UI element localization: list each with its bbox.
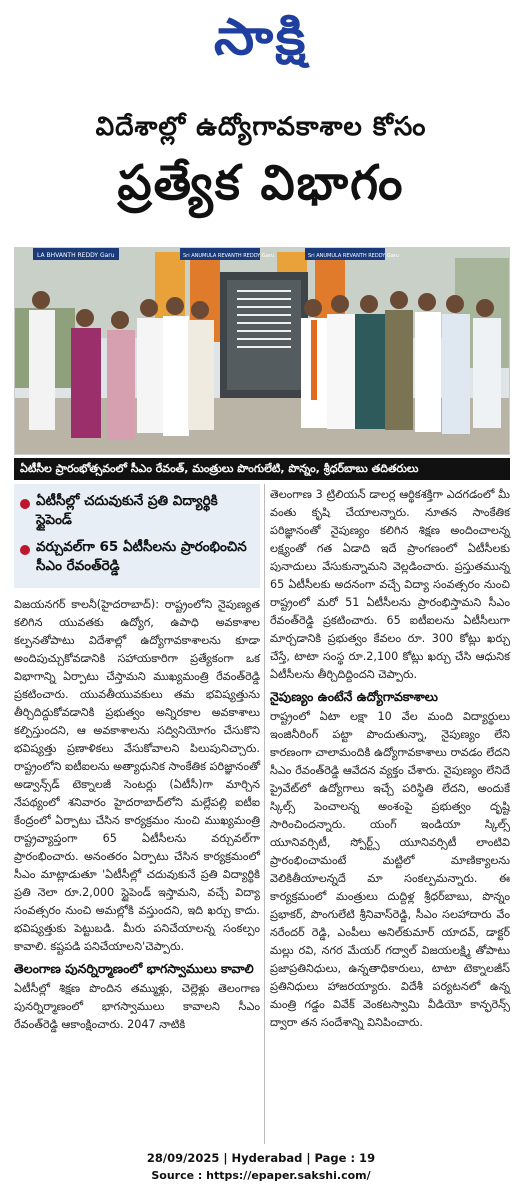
body-paragraph: రాష్ట్రంలో ఏటా లక్షా 10 వేల మంది విద్యార్థులు ఇంజినీరింగ్ పట్టా పొందుతున్నా, నైపుణ్యం లేని కారణంగా చాలామందికి ఉద్యోగావకాశాలు రావడం లేదని సీఎం రేవంత్‌రెడ్డి ఆవేదన వ్యక్తం చేశారు. నైపుణ్యం లేనిదే ప్రైవేట్‌లో ఉద్యోగాలు ఇచ్చే పరిస్థితి లేదని, అందుకే స్కిల్స్ పెంచాలన్న అంశంపై ప్రభుత్వం దృష్టి సారించిందన్నారు. యంగ్ ఇండియా స్కిల్స్ యూనివర్సిటీ, స్పోర్ట్స్ యూనివర్సిటీ లాంటివి ప్రారంభించామంటే మట్టిలో మాణిక్యాలను వెలికితీయాలన్నదే మా సంకల్పమన్నారు. ఈ కార్యక్రమంలో మంత్రులు దుద్దిళ్ల శ్రీధర్‌బాబు, పొన్నం ప్రభాకర్, పొంగులేటి శ్రీనివాస్‌రెడ్డి, సీఎం సలహాదారు వేం నరేందర్ రెడ్డి, ఎంపీలు అనిల్‌కుమార్ యాదవ్, డాక్టర్ మల్లు రవి, నగర మేయర్ గద్వాల్ విజయలక్ష్మి తోపాటు ప్రజాప్రతినిధులు, ఉన్నతాధికారులు, టాటా టెక్నాలజీస్ ప్రతినిధులు హాజరయ్యారు. విదేశీ పర్యటనలో ఉన్న మంత్రి గడ్డం వివేక్ వెంకటస్వామి వీడియో కాన్ఫరెన్స్ ద్వారా తన సందేశాన్ని వినిపించారు.: [270, 710, 510, 1029]
photo-banner-1: LA BHVANTH REDDY Garu: [37, 252, 115, 259]
highlights-box: [14, 484, 260, 588]
highlight-text: ఏటీసీల్లో చదువుకునే ప్రతి విద్యార్థికి స్టైపెండ్: [36, 493, 218, 528]
photo-banner-3: Sri ANUMULA REVANTH REDDY Garu: [308, 253, 400, 259]
event-photo: [14, 247, 510, 455]
article-column-right: [270, 486, 510, 1032]
body-paragraph: తెలంగాణ 3 ట్రిలియన్ డాలర్ల ఆర్థికశక్తిగా ఎదగడంలో మీ వంతు కృషి చేయాలన్నారు. నూతన సాంకేతిక పరిజ్ఞానంతో నైపుణ్యం కలిగిన శిక్షణ అందించాలన్న లక్ష్యంతో గత ఏడాది ఇదే ప్రాంగణంలో ఏటీసీలకు పునాదులు వేసుకున్నామని వెల్లడించారు. ప్రస్తుతమున్న 65 ఏటీసీలకు అదనంగా వచ్చే విద్యా సంవత్సరం నుంచి రాష్ట్రంలో మరో 51 ఏటీసీలను ప్రారంభిస్తామని సీఎం రేవంత్‌రెడ్డి ప్రకటించారు. 65 ఐటీఐలను ఏటీసీలుగా మార్చడానికి ప్రభుత్వం కేవలం రూ. 300 కోట్లు ఖర్చు చేస్తే, టాటా సంస్థ రూ.2,100 కోట్లు ఖర్చు చేసి ఆధునిక ఏటీసీలను తీర్చిదిద్దిందని చెప్పారు.: [270, 488, 510, 681]
body-paragraph: విజయనగర్ కాలనీ(హైదరాబాద్): రాష్ట్రంలోని నైపుణ్యత కలిగిన యువతకు ఉద్యోగ, ఉపాధి అవకాశాల కల్పనతోపాటు విదేశాల్లో ఉద్యోగావకాశాలను కూడా అందిపుచ్చుకోవడానికి సహాయకారిగా ప్రత్యేకంగా ఒక విభాగాన్ని ఏర్పాటు చేస్తామని ముఖ్యమంత్రి రేవంత్‌రెడ్డి ప్రకటించారు. యువతీయువకులు తమ భవిష్యత్తును తీర్చిదిద్దుకోవడానికి ప్రభుత్వం అన్నిరకాల అవకాశాలు కల్పిస్తుందని, ఆ అవకాశాలను సద్వినియోగం చేసుకొని భవిష్యత్తు ప్రణాళికలు వేసుకోవాలని పిలుపునిచ్చారు. రాష్ట్రంలోని ఐటీఐలను అత్యాధునిక సాంకేతిక పరిజ్ఞానంతో అడ్వాన్స్‌డ్ టెక్నాలజీ సెంటర్లు (ఏటీసీ)గా మార్చిన నేపథ్యంలో శనివారం హైదరాబాద్‌లోని మల్లేపల్లి ఐటీఐ కేంద్రంలో ఏర్పాటు చేసిన కార్యక్రమం నుంచి ముఖ్యమంత్రి రాష్ట్రవ్యాప్తంగా 65 ఏటీసీలను వర్చువల్‌గా ప్రారంభించారు. అనంతరం ఏర్పాటు చేసిన కార్యక్రమంలో సీఎం మాట్లాడుతూ 'ఏటీసీల్లో చదువుకునే ప్రతి విద్యార్థికి ప్రతి నెలా రూ.2,000 స్టైపెండ్ ఇస్తామని, వచ్చే విద్యా సంవత్సరం నుంచి అమల్లోకి వస్తుందని, ఇది ఖర్చు కాదు. భవిష్యత్తుకు పెట్టుబడి. మీరు పనిచేయాలన్న సంకల్పం కావాలి. కష్టపడి పనిచేయాలని'చెప్పారు.: [14, 598, 260, 953]
section-subhead: తెలంగాణ పునర్నిర్మాణంలో భాగస్వాములు కావాలి: [14, 961, 254, 976]
highlight-item: [20, 538, 254, 576]
column-divider: [264, 484, 265, 1144]
highlight-item: [20, 492, 254, 530]
event-photo-illustration: [15, 248, 510, 455]
article-headline: ప్రత్యేక విభాగం: [117, 155, 405, 211]
body-paragraph: ఏటీసీల్లో శిక్షణ పొందిన తమ్ముళ్లు, చెల్లెళ్లు తెలంగాణ పునర్నిర్మాణంలో భాగస్వాములు కావాలని సీఎం రేవంత్‌రెడ్డి ఆకాంక్షించారు. 2047 నాటికి: [14, 982, 260, 1031]
edition-info: 28/09/2025 | Hyderabad | Page : 19: [146, 1151, 376, 1165]
masthead: [0, 0, 522, 86]
bullet-icon: [20, 499, 30, 509]
section-subhead: నైపుణ్యం ఉంటేనే ఉద్యోగావకాశాలు: [270, 689, 438, 704]
photo-banner-2: Sri ANUMULA REVANTH REDDY Garu: [183, 253, 275, 259]
highlight-text: వర్చువల్‌గా 65 ఏటీసీలను ప్రారంభించిన సీఎం రేవంత్‌రెడ్డి: [36, 539, 247, 574]
page-footer: [0, 1150, 522, 1184]
article-column-left: [14, 596, 260, 1034]
sakshi-logo: సాక్షి: [214, 7, 308, 66]
photo-caption: ఏటీసీల ప్రారంభోత్సవంలో సీఎం రేవంత్, మంత్రులు పొంగులేటి, పొన్నం, శ్రీధర్‌బాబు తదితరులు: [14, 458, 510, 480]
bullet-icon: [20, 545, 30, 555]
article-kicker: విదేశాల్లో ఉద్యోగావకాశాల కోసం: [95, 112, 427, 142]
source-link[interactable]: Source : https://epaper.sakshi.com/: [151, 1169, 371, 1182]
